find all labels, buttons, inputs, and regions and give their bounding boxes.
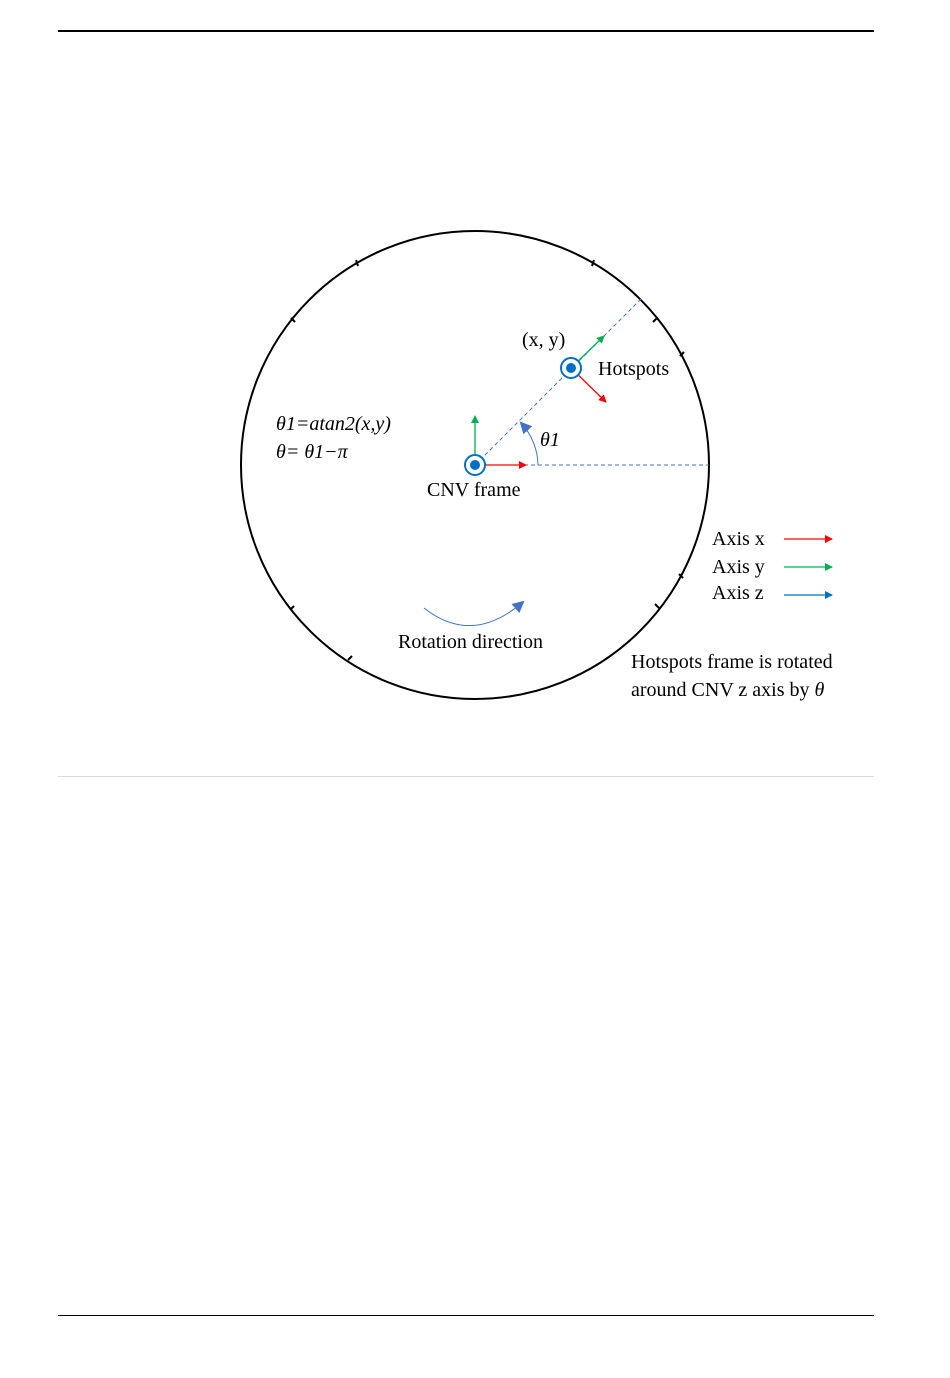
bottom-rule: [58, 1315, 874, 1316]
rotation-arrow: [424, 602, 523, 626]
formula-theta1: θ1=atan2(x,y): [276, 413, 391, 435]
middle-rule: [58, 776, 874, 777]
circle-ticks: [290, 260, 684, 660]
rotation-direction-label: Rotation direction: [398, 631, 543, 653]
legend-axis-y-label: Axis y: [712, 556, 765, 578]
note-line-1: Hotspots frame is rotated: [631, 651, 833, 673]
legend: [712, 528, 832, 604]
cnv-origin-icon: [465, 455, 485, 475]
xy-label: (x, y): [522, 329, 566, 351]
legend-axis-x-label: Axis x: [712, 528, 765, 550]
legend-axis-z-label: Axis z: [712, 582, 764, 604]
theta1-label: θ1: [540, 429, 560, 451]
hotspot-origin-icon: [561, 358, 581, 378]
note-line-2: [631, 679, 825, 701]
note-theta-symbol: θ: [814, 679, 825, 701]
hotspots-label: Hotspots: [598, 358, 670, 380]
formula-theta: θ= θ1−π: [276, 441, 348, 463]
cnv-frame-label: CNV frame: [427, 479, 521, 501]
theta1-arc: [521, 423, 538, 465]
note-line-2-prefix: around CNV z axis by: [631, 679, 815, 701]
